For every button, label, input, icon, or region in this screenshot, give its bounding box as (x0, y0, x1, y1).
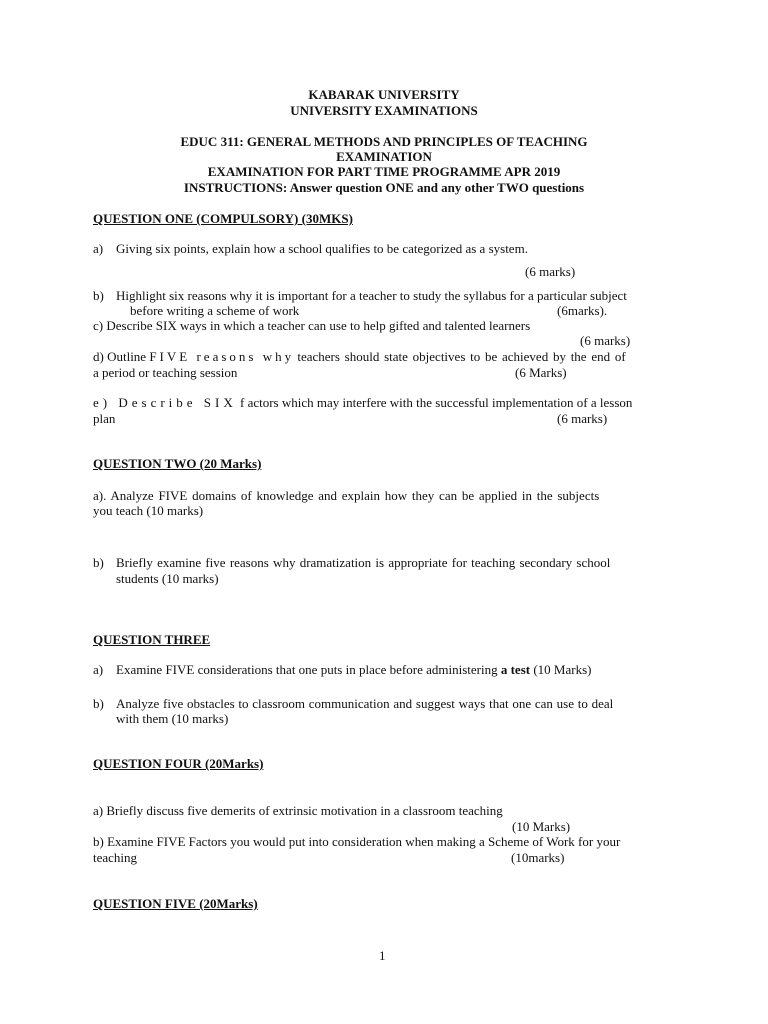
q1-a-label: a) (93, 241, 104, 256)
q4-title: QUESTION FOUR (20Marks) (93, 756, 264, 771)
q2-b-label: b) (93, 555, 104, 570)
q3-b-label: b) (93, 696, 104, 711)
q3-a-bold: a test (500, 662, 531, 677)
q2-b-text-line2: students (10 marks) (116, 571, 219, 586)
q1-d-marks: (6 Marks) (515, 365, 567, 380)
q2-b-text-line1: Briefly examine five reasons why dramatization is appropriate for teaching secondary school (116, 555, 611, 570)
q3-title: QUESTION THREE (93, 632, 211, 647)
programme-title: EXAMINATION FOR PART TIME PROGRAMME APR 2019 (207, 164, 561, 179)
q3-a-label: a) (93, 662, 104, 677)
q1-b-label: b) (93, 288, 104, 303)
q4-b-text-line1: b) Examine FIVE Factors you would put into consideration when making a Scheme of Work for your (93, 834, 621, 849)
q1-a-marks: (6 marks) (525, 264, 576, 279)
q1-d-post: teachers should state objectives to be achieved by the end of (297, 349, 626, 364)
q2-a-text-line1: a). Analyze FIVE domains of knowledge and explain how they can be applied in the subjects (93, 488, 600, 503)
university-name: KABARAK UNIVERSITY (308, 87, 460, 102)
q1-e-line1 (93, 395, 675, 410)
q1-d-line1 (93, 349, 675, 364)
q4-a-text: a) Briefly discuss five demerits of extrinsic motivation in a classroom teaching (93, 803, 503, 818)
q1-b-text-line1: Highlight six reasons why it is important for a teacher to study the syllabus for a particular subject (116, 288, 627, 303)
q4-b-text-line2: teaching (93, 850, 138, 865)
q1-b-marks: (6marks). (557, 303, 608, 318)
q1-d-pre: d) Outline (93, 349, 147, 364)
q1-d-text-line2: a period or teaching session (93, 365, 238, 380)
q3-a-line (116, 662, 591, 677)
q3-a-post: (10 Marks) (533, 662, 592, 677)
q3-a-pre: Examine FIVE considerations that one puts in place before administering (116, 662, 498, 677)
course-title-cont: EXAMINATION (336, 149, 432, 164)
course-title: EDUC 311: GENERAL METHODS AND PRINCIPLES OF TEACHING (180, 134, 588, 149)
q5-title: QUESTION FIVE (20Marks) (93, 896, 258, 911)
q3-b-text-line1: Analyze five obstacles to classroom communication and suggest ways that one can use to deal (116, 696, 614, 711)
exam-type: UNIVERSITY EXAMINATIONS (290, 103, 478, 118)
q1-b-text-line2: before writing a scheme of work (130, 303, 300, 318)
q1-c-marks: (6 marks) (580, 333, 631, 348)
q1-a-text: Giving six points, explain how a school qualifies to be categorized as a system. (116, 241, 528, 256)
page-number: 1 (379, 948, 386, 963)
instructions: INSTRUCTIONS: Answer question ONE and any other TWO questions (183, 180, 585, 195)
q1-e-text-line2: plan (93, 411, 116, 426)
q1-e-post: f actors which may interfere with the successful implementation of a lesson (240, 395, 633, 410)
q4-a-marks: (10 Marks) (512, 819, 571, 834)
q1-c-text: c) Describe SIX ways in which a teacher can use to help gifted and talented learners (93, 318, 531, 333)
q1-title: QUESTION ONE (COMPULSORY) (30MKS) (93, 211, 353, 226)
q1-d-spaced: FIVE reasons why (149, 349, 295, 364)
q4-b-marks: (10marks) (511, 850, 565, 865)
q2-title: QUESTION TWO (20 Marks) (93, 456, 262, 471)
q3-b-text-line2: with them (10 marks) (116, 711, 229, 726)
q1-e-marks: (6 marks) (557, 411, 608, 426)
q1-e-spaced: e) Describe SIX (93, 395, 237, 410)
q2-a-text-line2: you teach (10 marks) (93, 503, 204, 518)
